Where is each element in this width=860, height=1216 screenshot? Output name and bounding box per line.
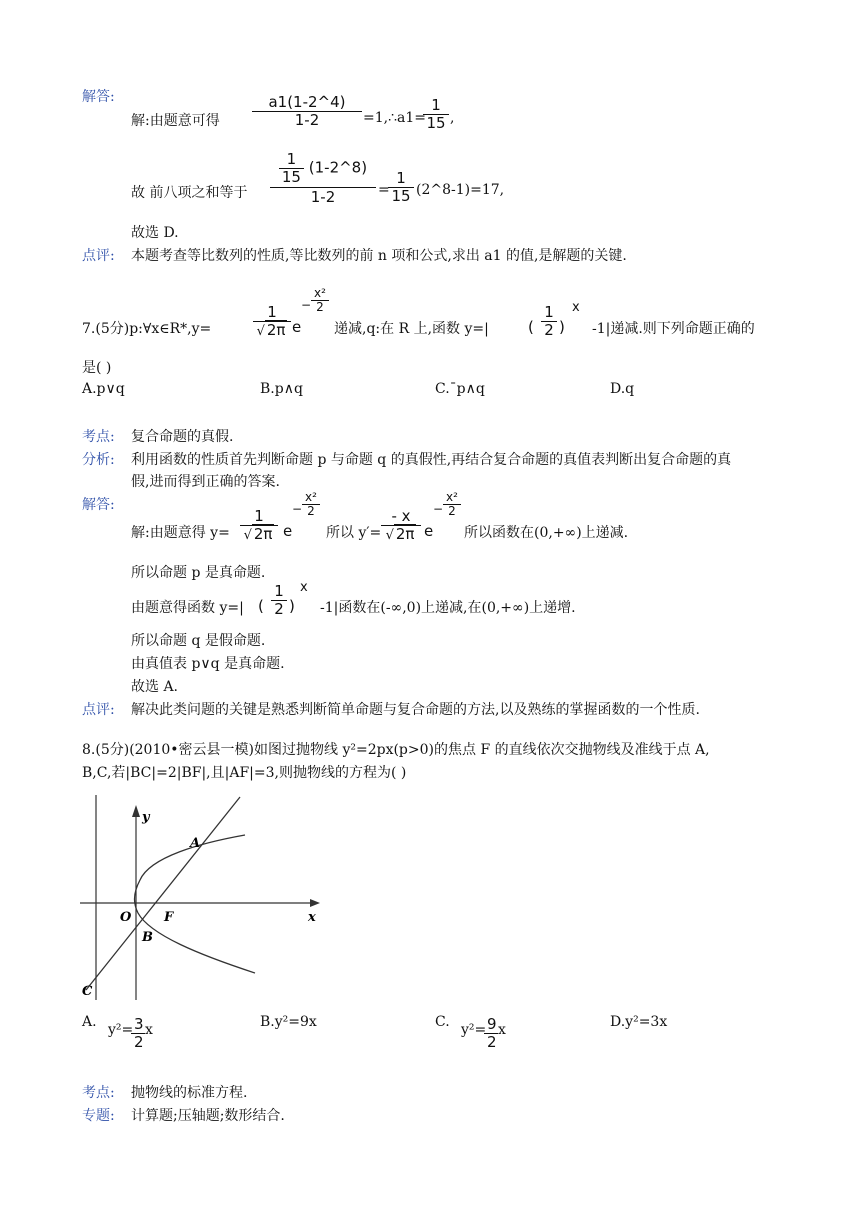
q7-stem-frac-num: 1 — [253, 304, 291, 322]
q7-option-d: D.q — [610, 381, 635, 397]
q8-option-b: B.y²=9x — [260, 1014, 317, 1030]
q7-option-a: A.p∨q — [82, 381, 125, 397]
q7-sol1-e: e — [283, 522, 293, 540]
q7-stem-e: e — [292, 318, 302, 336]
q7-sol1-exp-minus: − — [292, 502, 303, 516]
q7-stem-d: 是( ) — [82, 360, 112, 376]
q8-zhuanti: 计算题;压轴题;数形结合. — [131, 1108, 285, 1124]
fig-label-f: F — [164, 910, 174, 925]
fig-label-c: C — [82, 984, 93, 999]
q6-sol-fraction — [252, 94, 362, 128]
q8-option-a: A. — [82, 1014, 97, 1030]
label-dianping-q7: 点评: — [82, 702, 115, 718]
q8-option-a-num: 3 — [131, 1016, 145, 1034]
q7-option-b: B.p∧q — [260, 381, 303, 397]
q7-sol1-frac2 — [381, 508, 421, 543]
x-axis-arrow — [310, 899, 320, 907]
q6-sum-num-c: (1-2^8) — [308, 158, 368, 177]
q7-stem-exp-x: x — [572, 300, 580, 315]
q7-sol3-lparen: ( — [258, 597, 264, 615]
q7-sol2: 所以命题 p 是真命题. — [131, 565, 266, 581]
q7-sol1-frac2-den: √ 2π — [385, 524, 415, 543]
parabola-curve — [135, 835, 256, 973]
q6-comment: 本题考查等比数列的性质,等比数列的前 n 项和公式,求出 a1 的值,是解题的关键. — [131, 248, 627, 264]
q6-sol-prefix: 解:由题意可得 — [131, 113, 220, 129]
q7-sol3-a: 由题意得函数 y=| — [131, 600, 244, 616]
q7-sol1-b: 所以 y′= — [326, 525, 382, 541]
q6-sum-eq: = — [378, 182, 390, 198]
q8-option-a-pre: y²= — [108, 1022, 134, 1038]
q6-a1-den: 15 — [426, 113, 446, 132]
q6-sum-frac2-den: 15 — [391, 186, 411, 205]
q7-stem-exp-num: x² — [311, 287, 329, 301]
q6-sum-inner-fraction — [279, 151, 304, 185]
q8-option-c-num: 9 — [484, 1016, 498, 1034]
q7-stem-c: -1|递减.则下列命题正确的 — [592, 321, 755, 337]
q8-option-c-pre: y²= — [461, 1022, 487, 1038]
q6-sum-prefix: 故 前八项之和等于 — [131, 185, 248, 201]
q7-sol1-exp2-den: 2 — [448, 504, 456, 519]
q8-option-d: D.y²=3x — [610, 1014, 668, 1030]
q6-sum-tail: (2^8-1)=17, — [416, 182, 505, 198]
q6-a1-fraction — [423, 97, 449, 131]
q7-kaodian: 复合命题的真假. — [131, 429, 234, 445]
q7-sol4: 所以命题 q 是假命题. — [131, 633, 266, 649]
label-jieda-q7: 解答: — [82, 497, 115, 513]
q7-sol3-half — [271, 583, 287, 617]
q7-stem-half — [541, 304, 557, 338]
q7-stem-exp-den: 2 — [316, 300, 324, 315]
q8-stem-2: B,C,若|BC|=2|BF|,且|AF|=3,则抛物线的方程为( ) — [82, 765, 407, 781]
q6-sum-frac2 — [388, 170, 414, 204]
q7-comment: 解决此类问题的关键是熟悉判断简单命题与复合命题的方法,以及熟练的掌握函数的一个性质. — [131, 702, 700, 718]
focal-line — [86, 797, 240, 990]
q7-sol1-c: 所以函数在(0,+∞)上递减. — [464, 525, 629, 541]
q8-option-c-x: x — [498, 1022, 506, 1038]
q7-fenxi-1: 利用函数的性质首先判断命题 p 与命题 q 的真假性,再结合复合命题的真值表判断出复合命题的真 — [131, 452, 732, 468]
q6-sum-den: 1-2 — [310, 188, 336, 206]
fig-label-b: B — [142, 930, 153, 945]
q8-option-c-den: 2 — [487, 1032, 497, 1051]
fig-label-o: O — [120, 910, 132, 925]
q7-sol5: 由真值表 p∨q 是真命题. — [131, 656, 285, 672]
q6-sol-num: a1(1-2^4) — [252, 94, 362, 112]
q7-sol1-exp2-num: x² — [443, 491, 461, 505]
q7-fenxi-2: 假,进而得到正确的答案. — [131, 474, 280, 490]
q8-option-c: C. — [435, 1014, 450, 1030]
q7-stem-frac — [253, 304, 291, 339]
q7-stem-exp-minus: − — [301, 298, 312, 312]
q7-stem-a: 7.(5分)p:∀x∈R*,y= — [82, 321, 212, 337]
q7-stem-b: 递减,q:在 R 上,函数 y=| — [334, 321, 489, 337]
q7-sol1-frac — [240, 508, 278, 543]
q8-option-a-den: 2 — [134, 1032, 144, 1051]
q7-sol1-frac2-num: - x — [381, 508, 421, 526]
q6-sol-den: 1-2 — [294, 110, 320, 129]
q7-sol3-b: -1|函数在(-∞,0)上递减,在(0,+∞)上递增. — [320, 600, 576, 616]
q8-option-a-frac — [131, 1016, 145, 1050]
q8-option-c-frac — [484, 1016, 498, 1050]
q7-sol1-a: 解:由题意得 y= — [131, 525, 230, 541]
q8-stem-1: 8.(5分)(2010•密云县一模)如图过抛物线 y²=2px(p>0)的焦点 F 的直线依次交抛物线及准线于点 A, — [82, 742, 710, 758]
q6-sol-eq: =1,∴a1= — [363, 110, 426, 126]
q7-sol3-half-num: 1 — [271, 583, 287, 601]
q6-a1-num: 1 — [423, 97, 449, 115]
fig-label-a: A — [190, 836, 201, 851]
q7-stem-half-den: 2 — [544, 320, 554, 339]
q7-sol1-exp-den: 2 — [307, 504, 315, 519]
q7-sol1-exp-num: x² — [302, 491, 320, 505]
q6-sum-frac2-num: 1 — [388, 170, 414, 188]
fig-label-x: x — [308, 910, 316, 925]
label-kaodian-q8: 考点: — [82, 1085, 115, 1101]
q7-sol1-exp — [302, 491, 320, 518]
label-zhuanti-q8: 专题: — [82, 1108, 115, 1124]
label-fenxi-q7: 分析: — [82, 452, 115, 468]
fig-label-y: y — [142, 810, 150, 825]
label-kaodian-q7: 考点: — [82, 429, 115, 445]
q8-option-a-x: x — [145, 1022, 153, 1038]
q7-stem-lparen: ( — [528, 318, 534, 336]
q7-stem-frac-den: √ 2π — [256, 320, 286, 339]
q7-sol3-exp-x: x — [300, 580, 308, 595]
y-axis-arrow — [132, 805, 140, 817]
parabola-figure — [80, 795, 325, 1000]
q7-sol3-rparen: ) — [289, 597, 295, 615]
q7-sol1-e2: e — [424, 522, 434, 540]
q7-stem-half-num: 1 — [541, 304, 557, 322]
q6-comma: , — [450, 110, 455, 126]
q6-sum-num-b: 15 — [281, 167, 301, 186]
q8-kaodian: 抛物线的标准方程. — [131, 1085, 248, 1101]
q6-sum-num-a: 1 — [279, 151, 304, 169]
q7-sol1-exp2 — [443, 491, 461, 518]
q7-sol1-frac-den: √ 2π — [243, 524, 273, 543]
label-dianping-q6: 点评: — [82, 248, 115, 264]
q7-sol6: 故选 A. — [131, 679, 179, 695]
label-jieda: 解答: — [82, 89, 115, 105]
q6-choose: 故选 D. — [131, 225, 179, 241]
q7-stem-rparen: ) — [559, 318, 565, 336]
q7-sol1-exp2-minus: − — [433, 502, 444, 516]
q7-sol1-frac-num: 1 — [240, 508, 278, 526]
q7-stem-exp — [311, 287, 329, 314]
q7-sol3-half-den: 2 — [274, 599, 284, 618]
q6-sum-fraction — [270, 151, 376, 206]
q7-option-c: C.¯p∧q — [435, 381, 485, 397]
